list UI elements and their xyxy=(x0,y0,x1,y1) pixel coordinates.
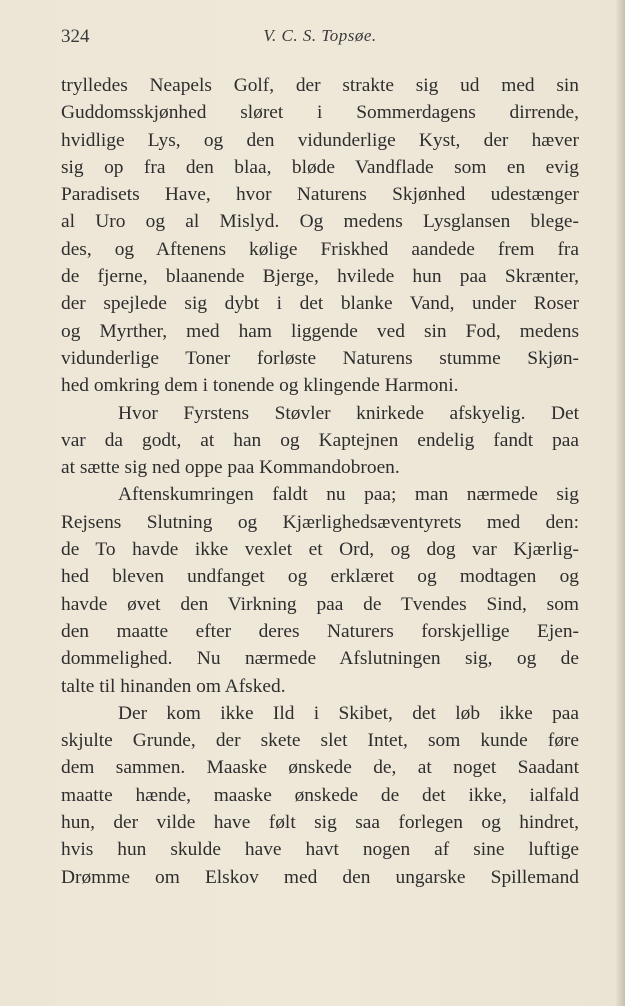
text-line: al Uro og al Mislyd. Og medens Lysglansen blege- xyxy=(61,211,579,233)
text-line: var da godt, at han og Kaptejnen endelig fandt paa xyxy=(61,429,579,451)
text-line: hed bleven undfanget og erklæret og modtagen og xyxy=(61,566,579,588)
text-line: Drømme om Elskov med den ungarske Spillemand xyxy=(61,866,579,888)
text-line: hvidlige Lys, og den vidunderlige Kyst, der hæver xyxy=(61,129,579,151)
text-line: de To havde ikke vexlet et Ord, og dog var Kjærlig- xyxy=(61,539,579,561)
text-line: sig op fra den blaa, bløde Vandflade som en evig xyxy=(61,156,579,178)
text-line: de fjerne, blaanende Bjerge, hvilede hun paa Skrænter, xyxy=(61,266,579,288)
text-line: den maatte efter deres Naturers forskjellige Ejen- xyxy=(61,620,579,642)
text-line: skjulte Grunde, der skete slet Intet, som kunde føre xyxy=(61,730,579,752)
text-line: Hvor Fyrstens Støvler knirkede afskyelig. Det xyxy=(118,402,579,424)
text-line: havde øvet den Virkning paa de Tvendes Sind, som xyxy=(61,593,579,615)
text-line: at sætte sig ned oppe paa Kommandobroen. xyxy=(61,457,400,479)
text-line: Paradisets Have, hvor Naturens Skjønhed udestænger xyxy=(61,184,579,206)
text-line: og Myrther, med ham liggende ved sin Fod, medens xyxy=(61,320,579,342)
text-line: Aftenskumringen faldt nu paa; man nærmede sig xyxy=(118,484,579,506)
text-line: Der kom ikke Ild i Skibet, det løb ikke paa xyxy=(118,702,579,724)
text-line: der spejlede sig dybt i det blanke Vand, under Roser xyxy=(61,293,579,315)
text-line: Rejsens Slutning og Kjærlighedsæventyrets med den: xyxy=(61,511,579,533)
body-text xyxy=(61,72,579,891)
text-line: hed omkring dem i tonende og klingende Harmoni. xyxy=(61,375,459,397)
text-line: des, og Aftenens kølige Friskhed aandede frem fra xyxy=(61,238,579,260)
text-line: talte til hinanden om Afsked. xyxy=(61,675,286,697)
text-line: vidunderlige Toner forløste Naturens stumme Skjøn- xyxy=(61,347,579,369)
page-header xyxy=(61,26,579,56)
page-edge-shadow xyxy=(615,0,625,1006)
text-line: maatte hænde, maaske ønskede de det ikke, ialfald xyxy=(61,784,579,806)
text-line: hvis hun skulde have havt nogen af sine luftige xyxy=(61,839,579,861)
running-head: V. C. S. Topsøe. xyxy=(263,26,377,45)
text-line: dem sammen. Maaske ønskede de, at noget Saadant xyxy=(61,757,579,779)
page-number: 324 xyxy=(61,26,90,47)
text-line: Guddomsskjønhed sløret i Sommerdagens dirrende, xyxy=(61,102,579,124)
text-line: dommelighed. Nu nærmede Afslutningen sig, og de xyxy=(61,648,579,670)
text-line: hun, der vilde have følt sig saa forlegen og hindret, xyxy=(61,812,579,834)
text-line: trylledes Neapels Golf, der strakte sig ud med sin xyxy=(61,75,579,96)
